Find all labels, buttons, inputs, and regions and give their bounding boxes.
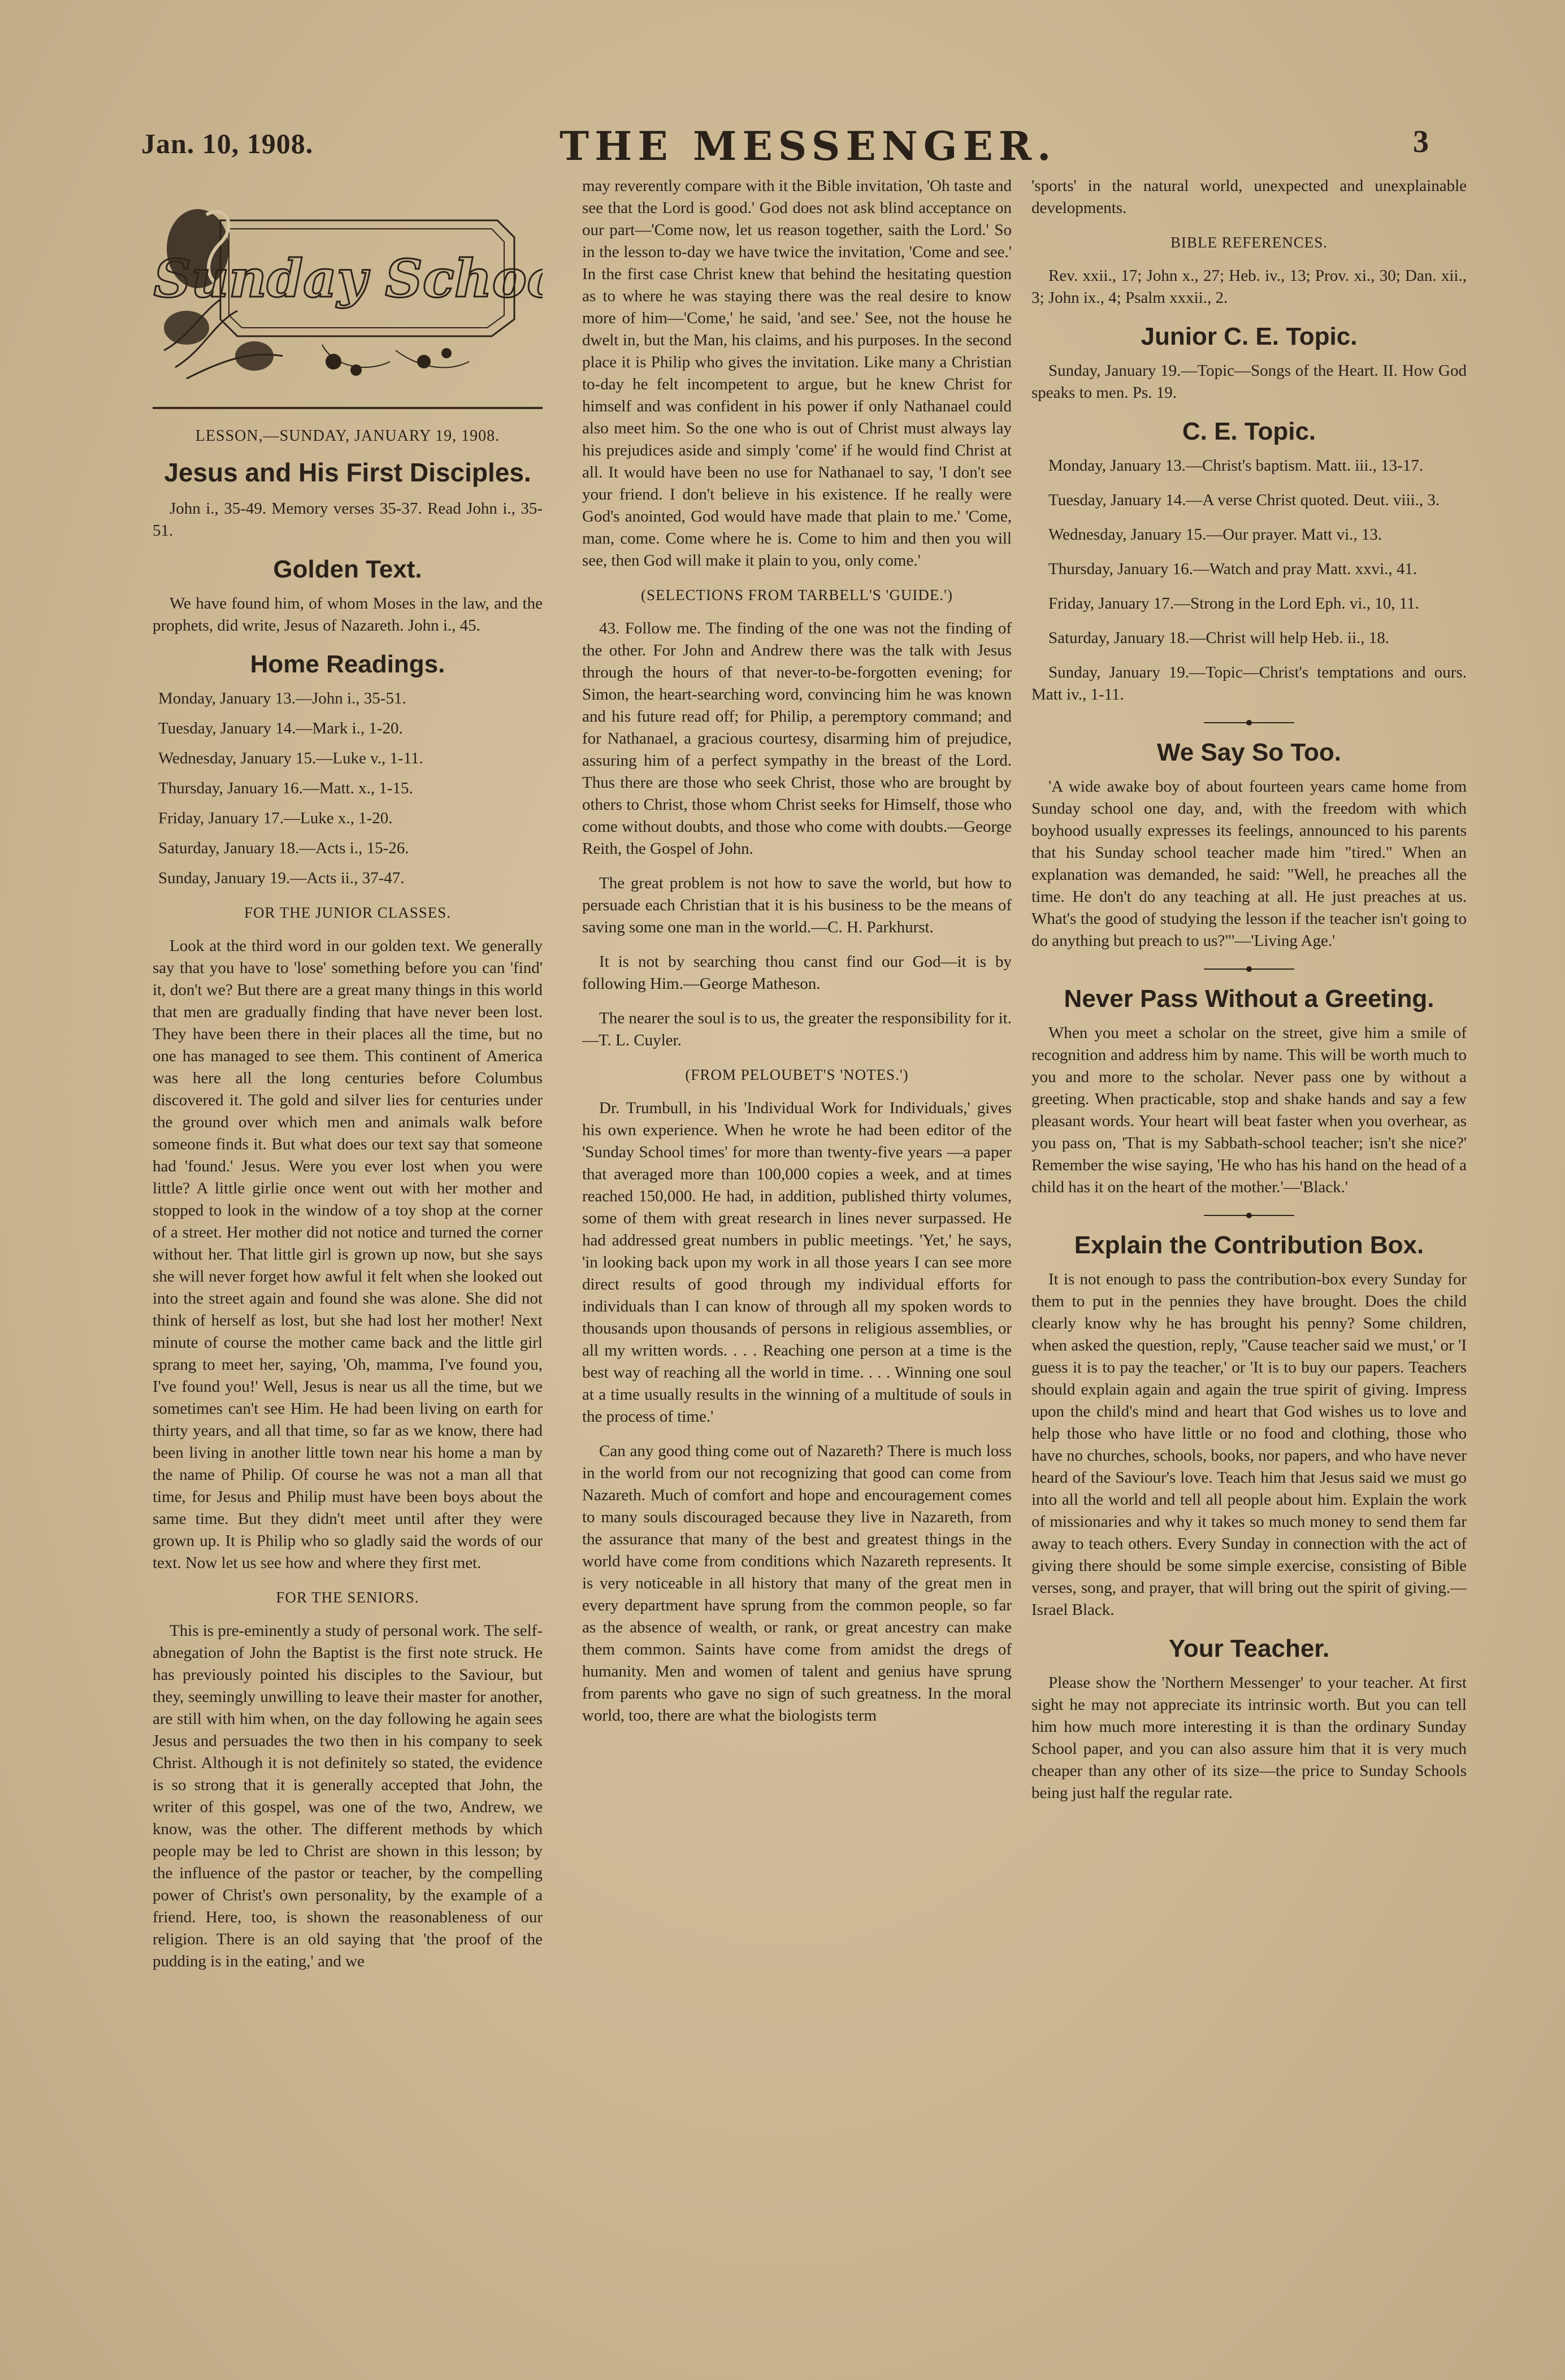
seniors-text: This is pre-eminently a study of personal work. The self-abnegation of John the Baptist is the first note struck. He has previously pointed his disciples to the Saviour, but they, seemingly unwilling to leave their master for another, are still with him when, on the day following he again sees Jesus and persuades the two then in his company to seek Christ. Although it is not definitely so stated, the evidence is so strong that it is generally accepted that John, the writer of this gospel, was one of the two, Andrew, we know, was the other. The different methods by which people may be led to Christ are shown in this lesson; by the influence of the pastor or teacher, by the compelling power of Christ's own personality, by the example of a friend. Here, too, is shown the reasonableness of our religion. There is an old saying that 'the proof of the pudding is in the eating,' and we [153,1622,543,1970]
column-2 [582,175,1012,1739]
column-3 [1031,175,1467,1817]
lesson-title: Jesus and His First Disciples. [164,458,531,487]
junior-ce-heading: Junior C. E. Topic. [1141,323,1358,350]
quote-matheson: It is not by searching thou canst find our God—it is by following Him.—George Matheson. [582,953,1012,993]
ce-topic-item: Wednesday, January 15.—Our prayer. Matt vi., 13. [1048,525,1382,544]
home-readings-list [153,688,543,889]
contribution-box-text: It is not enough to pass the contribution-box every Sunday for them to put in the pennies they have brought. Does the child clearly know why he has brought his penny? Some children, when asked the question, reply, ''Cause teacher said we must,' or 'I guess it is to pay the teacher,' or 'It is to buy our papers. Teachers should explain again and again the true spirit of giving. Impress upon the child's mind and heart that God wishes us to love and help those who have little or no food and clothing, those who have no churches, schools, books, nor papers, and who have never heard of the Saviour's love. Teach him that Jesus said we must go into all the world and tell all people about him. Explain the work of missionaries and why it takes so much money to send them far away to teach others. Every Sunday in connection with the act of giving there should be some simple exercise, consisting of Bible verses, song, and prayer, that will bring out the spirit of giving.—Israel Black. [1031,1270,1467,1619]
lesson-verses: John i., 35-49. Memory verses 35-37. Read John i., 35-51. [153,500,543,540]
contribution-box-heading: Explain the Contribution Box. [1074,1231,1424,1259]
greeting-heading: Never Pass Without a Greeting. [1064,985,1434,1013]
masthead [0,123,1565,170]
article-continued: 'sports' in the natural world, unexpected and unexplainable developments. [1031,177,1467,217]
junior-classes-heading: FOR THE JUNIOR CLASSES. [244,904,452,921]
sunday-school-banner [153,181,543,396]
ce-topic-heading: C. E. Topic. [1182,418,1316,445]
quote-parkhurst: The great problem is not how to save the world, but how to persuade each Christian that it is his business to be the means of saving some one man in the world.—C. H. Parkhurst. [582,874,1012,936]
golden-text: We have found him, of whom Moses in the law, and the prophets, did write, Jesus of Nazareth. John i., 45. [153,594,543,635]
ce-topic-item: Tuesday, January 14.—A verse Christ quoted. Deut. viii., 3. [1048,491,1440,509]
reading-item: Wednesday, January 15.—Luke v., 1-11. [158,749,423,767]
ce-topic-item: Sunday, January 19.—Topic—Christ's temptations and ours. Matt iv., 1-11. [1031,663,1467,703]
ce-topic-item: Saturday, January 18.—Christ will help Heb. ii., 18. [1048,629,1390,647]
tarbell-text: 43. Follow me. The finding of the one was not the finding of the other. For John and Andrew there was the talk with Jesus through the hours of that never-to-be-forgotten evening; for Simon, the heart-searching word, convincing him he was known and his future read off; for Philip, a peremptory command; and for Nathanael, a gracious courtesy, disarming him of prejudice, assuring him of a perfect sympathy in the breast of the Lord. Thus there are those who seek Christ, those who are brought by others to Christ, those whom Christ seeks for Himself, those who come without doubts, and those who come with doubts.—George Reith, the Gospel of John. [582,619,1012,858]
reading-item: Saturday, January 18.—Acts i., 15-26. [158,839,409,857]
paper-title: THE MESSENGER. [560,123,1057,170]
ce-topic-item: Monday, January 13.—Christ's baptism. Matt. iii., 13-17. [1048,457,1424,475]
greeting-text: When you meet a scholar on the street, give him a smile of recognition and address him by name. This will be worth much to you and more to the scholar. Never pass one by without a greeting. When practicable, stop and shake hands and say a few pleasant words. Your heart will beat faster when you overhear, as you pass on, 'That is my Sabbath-school teacher; isn't she nice?' Remember the wise saying, 'He who has his hand on the head of a child has it on the heart of the mother.'—'Black.' [1031,1024,1467,1196]
page-number: 3 [1413,124,1429,159]
seniors-heading: FOR THE SENIORS. [276,1589,419,1606]
tarbell-heading: (SELECTIONS FROM TARBELL'S 'GUIDE.') [641,587,953,603]
your-teacher-heading: Your Teacher. [1168,1635,1330,1662]
issue-date: Jan. 10, 1908. [141,128,314,159]
article-continued: may reverently compare with it the Bible invitation, 'Oh taste and see that the Lord is good.' God does not ask blind acceptance on our part—'Come now, let us reason together, saith the Lord.' So in the lesson to-day we have twice the invitation, 'Come and see.' In the first case Christ knew that behind the hesitating question as to where he was staying there was the real desire to know more of him—'Come,' he said, 'and see.' See, not the house he dwelt in, but the Man, his claims, and his purposes. In the second place it is Philip who gives the invitation. Like many a Christian to-day he felt incompetent to argue, but he knew Christ for himself and was confident in his power if only Nathanael could also meet him. So the one who is out of Christ must always lay his prejudices aside and simply 'come' if he would find Christ at all. It would have been no use for Nathanael to say, 'I don't see your friend. I don't believe in his existence. If he really were God's anointed, God would have made that plain to me.' 'Come, man, come. Come where he is. Come to him and then you will see, then God will make it plain to you, only come.' [582,177,1012,570]
ornament-divider [1204,1211,1294,1220]
peloubet-text: Dr. Trumbull, in his 'Individual Work for Individuals,' gives his own experience. When he wrote he had been editor of the 'Sunday School times' for more than twenty-five years —a paper that averaged more than 100,000 copies a week, and at times reached 150,000. He had, in addition, published thirty volumes, some of them with great research in lines never surpassed. He had addressed great numbers in public meetings. 'Yet,' he says, 'in looking back upon my work in all those years I can see more direct results of good through my individual efforts for individuals than I can know of through all my spoken words to thousands upon thousands of persons in religious assemblies, or all my written words. . . . Reaching one person at a time is the best way of reaching all the world in time. . . . Winning one soul at a time usually results in the winning of a multitude of souls in the process of time.' [582,1099,1012,1426]
reading-item: Tuesday, January 14.—Mark i., 1-20. [158,719,403,737]
junior-classes-text: Look at the third word in our golden text. We generally say that you have to 'lose' something before you can 'find' it, don't we? But there are a great many things in this world that men are gradually finding that have never been lost. They have been there in their places all the time, but no one has managed to see them. This continent of America was here all the long centuries before Columbus discovered it. The gold and silver lies for centuries under the ground over which men and animals walk before someone finds it. But what does our text say that someone had 'found.' Jesus. Were you ever lost when you were little? A little girlie once went out with her mother and stopped to look in the window of a toy shop at the corner of a street. Her mother did not notice and turned the corner without her. That little girl is grown up now, but she says she will never forget how awful it felt when she looked out into the street again and found she was alone. She did not think of herself as lost, but she had lost her mother! Next minute of course the mother came back and the little girl sprang to meet her, saying, 'Oh, mamma, I've found you, I've found you!' Well, Jesus is near us all the time, but we sometimes can't see Him. He had been living on earth for thirty years, and all that time, so far as we know, there had been living in another little town near his home a man by the name of Philip. Of course he was not a man all that time, for Jesus and Philip must have been boys about the same time. But they didn't meet until after they were grown up. It is Philip who so gladly said the words of our text. Now let us see how and where they first met. [153,937,543,1572]
reading-item: Thursday, January 16.—Matt. x., 1-15. [158,779,413,797]
reading-item: Friday, January 17.—Luke x., 1-20. [158,809,393,827]
column-1 [153,181,543,1985]
ornament-divider [1204,718,1294,727]
home-readings-heading: Home Readings. [250,650,445,678]
divider-rule [153,407,543,409]
your-teacher-text: Please show the 'Northern Messenger' to your teacher. At first sight he may not appreciate its intrinsic worth. But you can tell him how much more interesting it is than the ordinary Sunday School paper, and you can also assure him that it is very much cheaper than any other of its size—the price to Sunday Schools being just half the regular rate. [1031,1674,1467,1802]
reading-item: Monday, January 13.—John i., 35-51. [158,689,406,707]
ce-topic-item: Thursday, January 16.—Watch and pray Matt. xxvi., 41. [1048,560,1417,578]
quote-cuyler: The nearer the soul is to us, the greater the responsibility for it.—T. L. Cuyler. [582,1009,1012,1049]
golden-text-heading: Golden Text. [273,555,422,583]
ce-topic-item: Friday, January 17.—Strong in the Lord Eph. vi., 10, 11. [1048,594,1419,613]
sunday-school-banner-art [153,181,543,396]
bible-references: Rev. xxii., 17; John x., 27; Heb. iv., 13; Prov. xi., 30; Dan. xii., 3; John ix., 4; Psalm xxxii., 2. [1031,267,1467,307]
banner-title: Sunday School [153,248,543,309]
bible-references-heading: BIBLE REFERENCES. [1170,234,1328,251]
we-say-so-too-heading: We Say So Too. [1157,739,1341,766]
we-say-so-too-text: 'A wide awake boy of about fourteen years came home from Sunday school one day, and, with the freedom with which boyhood usually expresses its feelings, announced to his parents that his Sunday school teacher made him "tired." When an explanation was demanded, he said: "Well, he preaches all the time. He don't do any teaching at all. He just preaches at us. What's the good of studying the lesson if the teacher isn't going to do anything but preach to us?"'—'Living Age.' [1031,778,1467,950]
reading-item: Sunday, January 19.—Acts ii., 37-47. [158,869,405,887]
peloubet-heading: (FROM PELOUBET'S 'NOTES.') [685,1066,909,1083]
junior-ce-text: Sunday, January 19.—Topic—Songs of the Heart. II. How God speaks to men. Ps. 19. [1031,362,1467,402]
ornament-divider [1204,965,1294,974]
nazareth-text: Can any good thing come out of Nazareth? There is much loss in the world from our not recognizing that good can come from Nazareth. Much of comfort and hope and encouragement comes to many souls discouraged because they live in Nazareth, from the assurance that many of the best and greatest things in the world have come from conditions which Nazareth represents. It is very noticeable in all history that many of the great men in every department have sprung from the common people, so far as the absence of wealth, or rank, or great ancestry can make them common. Saints have come from amidst the dregs of humanity. Men and women of talent and genius have sprung from parents who gave no sign of such greatness. In the moral world, too, there are what the biologists term [582,1442,1012,1725]
lesson-date: LESSON,—SUNDAY, JANUARY 19, 1908. [195,427,500,445]
